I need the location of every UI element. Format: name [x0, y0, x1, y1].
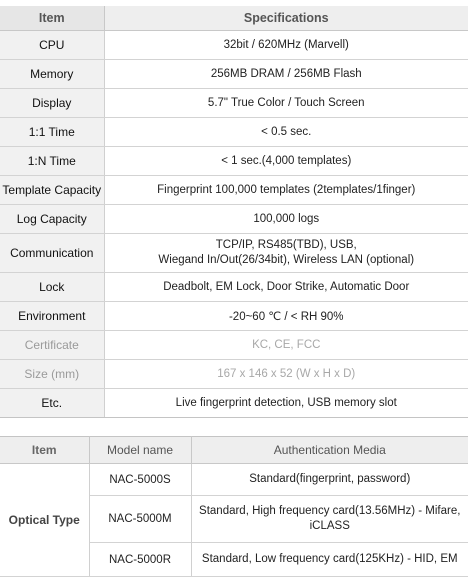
authentication-media: Standard(fingerprint, password) [191, 464, 468, 496]
spec-item-label: Environment [0, 302, 104, 331]
spec-item-label: Etc. [0, 389, 104, 418]
column-header-specifications: Specifications [104, 6, 468, 31]
spec-value: Fingerprint 100,000 templates (2templates/1finger) [104, 176, 468, 205]
model-name: NAC-5000S [89, 464, 191, 496]
authentication-media: Standard, Low frequency card(125KHz) - HID, EM [191, 543, 468, 577]
spec-value: KC, CE, FCC [104, 331, 468, 360]
column-header-item: Item [0, 437, 89, 464]
spec-value-line-2: Wiegand In/Out(26/34bit), Wireless LAN (optional) [158, 254, 415, 266]
spec-item-label: Certificate [0, 331, 104, 360]
column-header-model-name: Model name [89, 437, 191, 464]
spec-item-label: Display [0, 89, 104, 118]
spec-value: < 0.5 sec. [104, 118, 468, 147]
spec-row-cpu [0, 31, 468, 60]
spec-item-label: Size (mm) [0, 360, 104, 389]
authentication-media-line-1: Standard, High frequency card(13.56MHz) - Mifare, [199, 505, 461, 517]
spec-value: Deadbolt, EM Lock, Door Strike, Automatic Door [104, 273, 468, 302]
spec-row-size [0, 360, 468, 389]
spec-item-label: CPU [0, 31, 104, 60]
model-row-nac-5000s [0, 464, 468, 496]
spec-value: 167 x 146 x 52 (W x H x D) [104, 360, 468, 389]
column-header-authentication-media: Authentication Media [191, 437, 468, 464]
spec-item-label: 1:N Time [0, 147, 104, 176]
spec-row-display [0, 89, 468, 118]
authentication-media [191, 496, 468, 543]
spec-row-memory [0, 60, 468, 89]
spec-value: 100,000 logs [104, 205, 468, 234]
spec-value-line-1: TCP/IP, RS485(TBD), USB, [215, 239, 357, 251]
spec-value: 32bit / 620MHz (Marvell) [104, 31, 468, 60]
spec-value: -20~60 ℃ / < RH 90% [104, 302, 468, 331]
spec-header-row [0, 6, 468, 31]
spec-row-environment [0, 302, 468, 331]
spec-item-label: Memory [0, 60, 104, 89]
spec-value: < 1 sec.(4,000 templates) [104, 147, 468, 176]
models-table [0, 436, 468, 577]
spec-value [104, 234, 468, 273]
spec-item-label: Lock [0, 273, 104, 302]
spec-value: 5.7" True Color / Touch Screen [104, 89, 468, 118]
spec-row-1-1-time [0, 118, 468, 147]
spec-row-log-capacity [0, 205, 468, 234]
spec-row-1-n-time [0, 147, 468, 176]
spec-item-label: Communication [0, 234, 104, 273]
spec-value: 256MB DRAM / 256MB Flash [104, 60, 468, 89]
model-name: NAC-5000M [89, 496, 191, 543]
spec-row-communication [0, 234, 468, 273]
authentication-media-line-2: iCLASS [309, 520, 350, 532]
spec-row-template-capacity [0, 176, 468, 205]
spec-item-label: Template Capacity [0, 176, 104, 205]
spec-item-label: 1:1 Time [0, 118, 104, 147]
spec-row-etc [0, 389, 468, 418]
specifications-table [0, 6, 468, 418]
models-header-row [0, 437, 468, 464]
spec-value: Live fingerprint detection, USB memory slot [104, 389, 468, 418]
spec-row-certificate [0, 331, 468, 360]
spec-row-lock [0, 273, 468, 302]
group-label-optical-type: Optical Type [0, 464, 89, 577]
model-name: NAC-5000R [89, 543, 191, 577]
column-header-item: Item [0, 6, 104, 31]
spec-item-label: Log Capacity [0, 205, 104, 234]
